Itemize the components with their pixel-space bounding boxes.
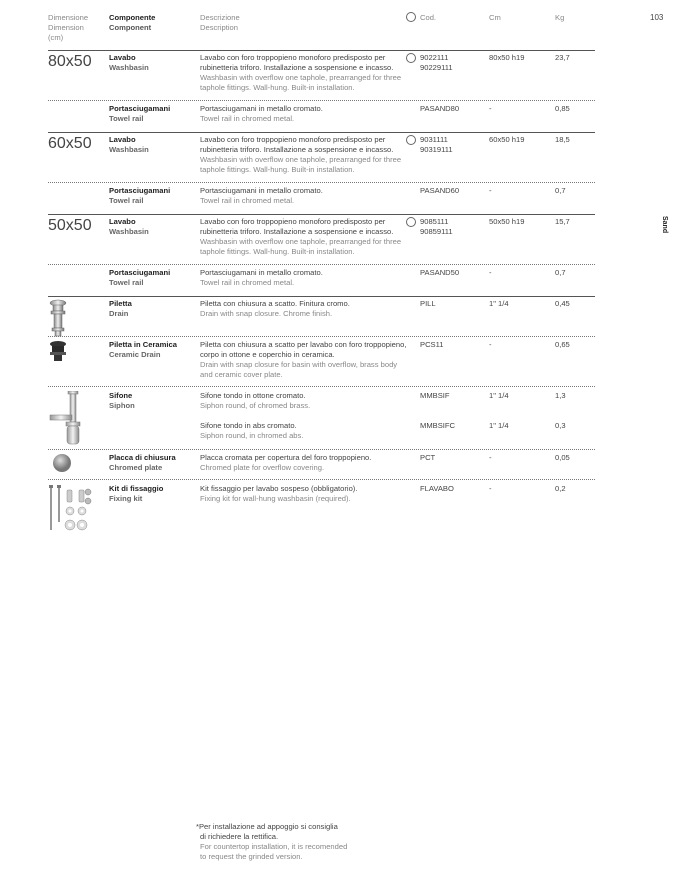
row-divider [48, 449, 595, 450]
component-name: Piletta Drain [109, 299, 132, 318]
product-code: MMBSIFC [420, 421, 456, 430]
component-name: Sifone Siphon [109, 391, 135, 410]
product-code: PCS11 [420, 340, 444, 349]
product-code: PASAND80 [420, 104, 460, 113]
drain-icon [48, 299, 68, 337]
size-cm: - [489, 186, 492, 195]
description: Piletta con chiusura a scatto per lavabo con foro troppopieno, corpo in ottone e coperchio in ceramica. Drain with snap closure for basin with overflow, brass body and ceramic cover plate. [200, 340, 407, 379]
size-cm: 1" 1/4 [489, 421, 509, 430]
product-code: PASAND50 [420, 268, 460, 277]
siphon-icon [48, 391, 92, 449]
weight-kg: 1,3 [555, 391, 566, 400]
size-cm: 80x50 h19 [489, 53, 525, 62]
weight-kg: 0,05 [555, 453, 570, 462]
row-divider [48, 479, 595, 480]
section-rule [48, 132, 595, 133]
circle-icon [406, 217, 416, 227]
product-code: 9085111 90859111 [420, 217, 453, 236]
component-name: Portasciugamani Towel rail [109, 268, 171, 287]
component-name: Kit di fissaggio Fixing kit [109, 484, 164, 503]
weight-kg: 0,85 [555, 104, 570, 113]
size-cm: 50x50 h19 [489, 217, 525, 226]
size-cm: - [489, 268, 492, 277]
weight-kg: 15,7 [555, 217, 570, 226]
description: Sifone tondo in abs cromato. Siphon round, in chromed abs. [200, 421, 304, 440]
description: Portasciugamani in metallo cromato. Towel rail in chromed metal. [200, 268, 323, 287]
section-rule [48, 214, 595, 215]
component-name: Portasciugamani Towel rail [109, 104, 171, 123]
ceramic-drain-icon [48, 340, 68, 362]
description: Piletta con chiusura a scatto. Finitura cromo. Drain with snap closure. Chrome finish. [200, 299, 350, 318]
component-name: Portasciugamani Towel rail [109, 186, 171, 205]
description: Lavabo con foro troppopieno monoforo predisposto per rubinetteria triforo. Installazione a sospensione e incasso. Washbasin with overflow one taphole, prearranged for three taphole fittings. Wall-hung. Built-in installation. [200, 53, 402, 92]
description: Kit fissaggio per lavabo sospeso (obbligatorio). Fixing kit for wall-hung washbasin (required). [200, 484, 358, 503]
dimension-value: 50x50 [48, 217, 92, 234]
header-rule [48, 50, 595, 51]
size-cm: 1" 1/4 [489, 299, 509, 308]
weight-kg: 0,2 [555, 484, 566, 493]
weight-kg: 0,65 [555, 340, 570, 349]
description: Lavabo con foro troppopieno monoforo predisposto per rubinetteria triforo. Installazione a sospensione e incasso. Washbasin with overflow one taphole, prearranged for three taphole fittings. Wall-hung. Built-in installation. [200, 135, 402, 174]
weight-kg: 0,7 [555, 186, 566, 195]
side-label: Sand [661, 216, 668, 234]
weight-kg: 0,7 [555, 268, 566, 277]
dimension-value: 80x50 [48, 53, 92, 70]
fixing-kit-icon [48, 484, 100, 532]
header-kg: Kg [555, 13, 565, 22]
row-divider [48, 182, 595, 183]
header-description: Descrizione Description [200, 13, 240, 32]
description: Placca cromata per copertura del foro troppopieno. Chromed plate for overflow covering. [200, 453, 372, 472]
row-divider [48, 264, 595, 265]
weight-kg: 0,3 [555, 421, 566, 430]
header-component: Componente Component [109, 13, 156, 32]
row-divider [48, 386, 595, 387]
description: Lavabo con foro troppopieno monoforo predisposto per rubinetteria triforo. Installazione a sospensione e incasso. Washbasin with overflow one taphole, prearranged for three taphole fittings. Wall-hung. Built-in installation. [200, 217, 402, 256]
description: Sifone tondo in ottone cromato. Siphon round, of chromed brass. [200, 391, 311, 410]
chromed-plate-icon [52, 453, 72, 473]
component-name: Placca di chiusura Chromed plate [109, 453, 176, 472]
description: Portasciugamani in metallo cromato. Towel rail in chromed metal. [200, 104, 323, 123]
size-cm: 1" 1/4 [489, 391, 509, 400]
row-divider [48, 100, 595, 101]
size-cm: 60x50 h19 [489, 135, 525, 144]
page-number: 103 [650, 13, 664, 22]
product-code: PASAND60 [420, 186, 460, 195]
component-name: Lavabo Washbasin [109, 53, 149, 72]
size-cm: - [489, 453, 492, 462]
header-dimension: Dimensione Dimension (cm) [48, 13, 89, 42]
size-cm: - [489, 340, 492, 349]
product-code: MMBSIF [420, 391, 450, 400]
size-cm: - [489, 484, 492, 493]
row-divider [48, 336, 595, 337]
component-name: Lavabo Washbasin [109, 135, 149, 154]
header-cm: Cm [489, 13, 501, 22]
component-name: Lavabo Washbasin [109, 217, 149, 236]
product-code: 9031111 90319111 [420, 135, 453, 154]
circle-icon [406, 135, 416, 145]
weight-kg: 23,7 [555, 53, 570, 62]
header-circle-icon [406, 12, 416, 22]
weight-kg: 18,5 [555, 135, 570, 144]
size-cm: - [489, 104, 492, 113]
section-rule [48, 296, 595, 297]
component-name: Piletta in Ceramica Ceramic Drain [109, 340, 177, 359]
footnote: *Per installazione ad appoggio si consiglia di richiedere la rettifica. For countertop installation, it is recomended to request the grinded version. [196, 822, 348, 861]
weight-kg: 0,45 [555, 299, 570, 308]
dimension-value: 60x50 [48, 135, 92, 152]
product-code: FLAVABO [420, 484, 454, 493]
product-code: 9022111 90229111 [420, 53, 453, 72]
product-code: PILL [420, 299, 436, 308]
product-code: PCT [420, 453, 436, 462]
description: Portasciugamani in metallo cromato. Towel rail in chromed metal. [200, 186, 323, 205]
header-code: Cod. [420, 13, 437, 22]
circle-icon [406, 53, 416, 63]
